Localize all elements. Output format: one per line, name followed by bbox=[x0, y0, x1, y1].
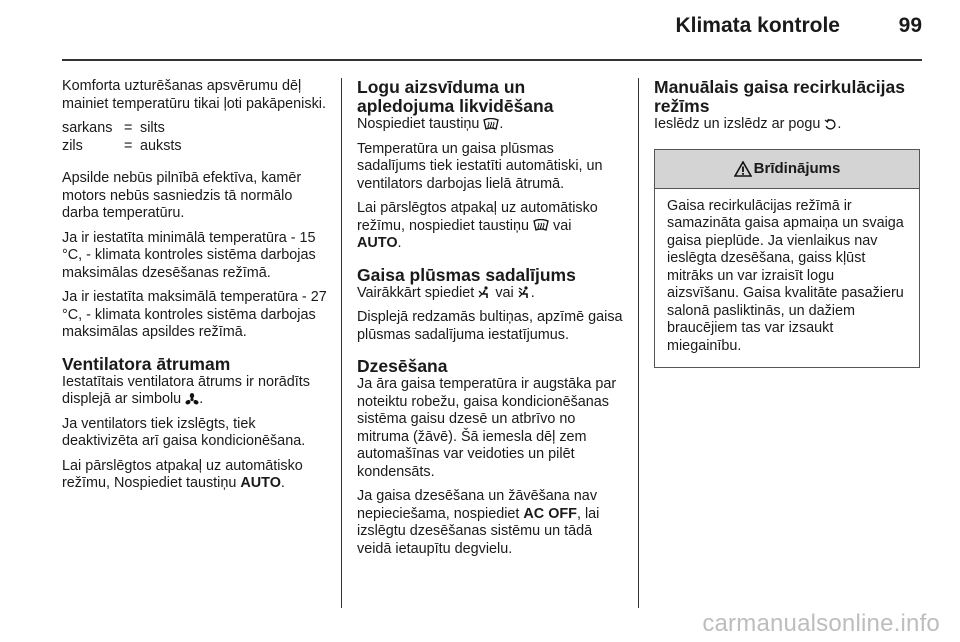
paragraph: Ja gaisa dzesēšana un žāvēšana nav nepieciešama, nospiediet AC OFF, lai izslēgtu dzesēšanas sistēmu un tādā veidā ietaupītu degvielu. bbox=[357, 488, 600, 557]
paragraph: Ja āra gaisa temperatūra ir augstāka par noteiktu robežu, gaisa kondicionēšanas sistēma gaisu dzesē un atbrīvo no mitruma (žāvē). Šā iemesla dēļ zem automašīnas var veidoties un pilēt kondensāts. bbox=[357, 376, 617, 480]
paragraph: Vairākkārt spiediet vai . bbox=[357, 284, 535, 301]
auto-key-label: AUTO bbox=[240, 475, 281, 491]
def-value: auksts bbox=[140, 137, 182, 154]
watermark: carmanualsonline.info bbox=[702, 610, 940, 637]
paragraph: Displejā redzamās bultiņas, apzīmē gaisa plūsmas sadalījuma iestatījumus. bbox=[357, 309, 623, 343]
windshield-defrost-icon bbox=[533, 219, 549, 232]
paragraph: Apsilde nebūs pilnībā efektīva, kamēr motors nebūs sasniedzis tā normālo darba temperatūru. bbox=[62, 170, 302, 221]
warning-triangle-icon bbox=[734, 161, 752, 177]
section-heading-airflow: Gaisa plūsmas sadalījums bbox=[357, 264, 576, 285]
column-divider bbox=[638, 78, 639, 608]
section-heading-cooling: Dzesēšana bbox=[357, 356, 448, 376]
recirculation-icon bbox=[824, 118, 837, 131]
warning-text: Gaisa recirkulācijas režīmā ir samazināta gaisa apmaiņa un svaiga gaisa pieplūde. Ja vienlaikus nav ieslēgta dzesēšana, gaiss kļūst mitrāks un var izraisīt logu aizsvīšanu. Gaisa kvalitāte pasažieru salonā pasliktinās, un dažiem braucējiem tas var izsaukt miegainību. bbox=[667, 197, 904, 354]
column-2 bbox=[357, 78, 625, 565]
paragraph: Nospiediet taustiņu . bbox=[357, 116, 504, 132]
page-number: 99 bbox=[898, 14, 922, 37]
paragraph: Ja ir iestatīta maksimālā temperatūra - 27 °C, - klimata kontroles sistēma darbojas maksimālas apsildes režīmā. bbox=[62, 289, 327, 340]
def-eq: = bbox=[124, 120, 133, 136]
def-eq: = bbox=[124, 137, 133, 154]
warning-header bbox=[655, 150, 919, 189]
page-title: Klimata kontrole bbox=[675, 14, 840, 37]
ac-off-key-label: AC OFF bbox=[523, 505, 577, 522]
paragraph: Ja ir iestatīta minimālā temperatūra - 15 °C, - klimata kontroles sistēma darbojas maksimālas dzesēšanas režīmā. bbox=[62, 229, 316, 281]
column-1 bbox=[62, 78, 330, 500]
def-value: silts bbox=[140, 120, 165, 136]
paragraph: Ieslēdz un izslēdz ar pogu . bbox=[654, 116, 842, 132]
paragraph: Ja ventilators tiek izslēgts, tiek deaktivizēta arī gaisa kondicionēšana. bbox=[62, 415, 306, 449]
paragraph: Temperatūra un gaisa plūsmas sadalījums tiek iestatīti automātiski, un ventilators darbojas lielā ātrumā. bbox=[357, 140, 603, 192]
airflow-up-icon bbox=[518, 286, 531, 299]
warning-title: Brīdinājums bbox=[753, 159, 841, 177]
column-divider bbox=[341, 78, 342, 608]
column-3 bbox=[654, 78, 920, 368]
section-heading-fan: Ventilatora ātrumam bbox=[62, 353, 231, 374]
color-definitions bbox=[62, 120, 330, 155]
airflow-down-icon bbox=[478, 286, 491, 299]
warning-box bbox=[654, 149, 920, 369]
def-term: zils bbox=[62, 137, 83, 154]
windshield-defrost-icon bbox=[483, 118, 499, 131]
section-heading-defrost: Logu aizsvīduma un apledojuma likvidēšana bbox=[357, 77, 554, 116]
def-term: sarkans bbox=[62, 120, 113, 136]
auto-key-label: AUTO bbox=[357, 235, 398, 251]
header-divider bbox=[62, 59, 922, 61]
fan-icon bbox=[185, 393, 199, 406]
paragraph: Iestatītais ventilatora ātrums ir norādīts displejā ar simbolu . bbox=[62, 373, 310, 407]
paragraph: Lai pārslēgtos atpakaļ uz automātisko režīmu, nospiediet taustiņu vai AUTO. bbox=[357, 200, 598, 251]
intro-paragraph: Komforta uzturēšanas apsvērumu dēļ mainiet temperatūru tikai ļoti pakāpeniski. bbox=[62, 78, 326, 112]
section-heading-recirculation: Manuālais gaisa recirkulācijas režīms bbox=[654, 77, 905, 116]
paragraph: Lai pārslēgtos atpakaļ uz automātisko režīmu, Nospiediet taustiņu AUTO. bbox=[62, 457, 303, 491]
